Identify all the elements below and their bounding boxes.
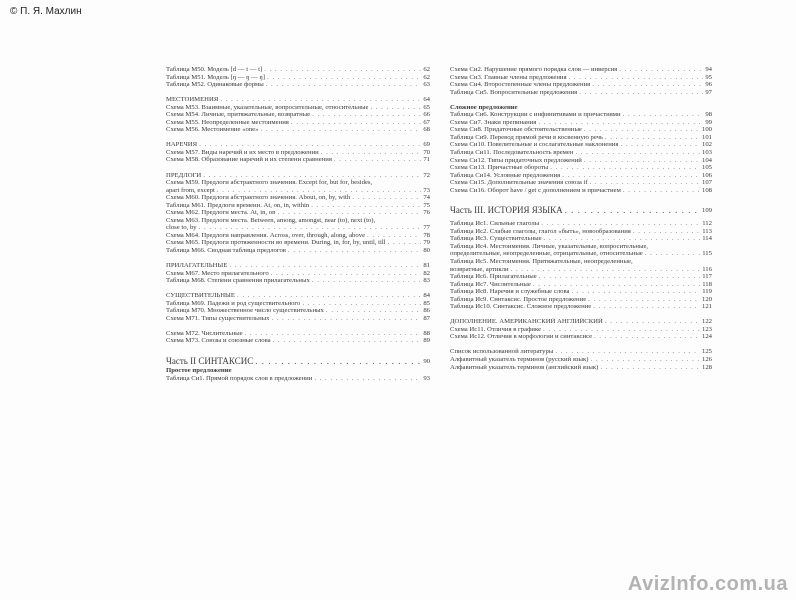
toc-entry[interactable]	[450, 281, 712, 289]
toc-entry-title: Сложное предложение	[450, 103, 518, 111]
toc-leader-dots	[326, 307, 421, 315]
toc-entry-title: Схема Си2. Нарушение прямого порядка слов — инверсия	[450, 66, 618, 73]
toc-page-number: 73	[423, 186, 430, 194]
toc-page-number: 98	[705, 111, 712, 119]
toc-entry-title: apart from, except	[166, 186, 215, 194]
toc-column-left	[166, 66, 430, 382]
toc-page-number: 87	[423, 314, 430, 322]
toc-leader-dots	[594, 333, 700, 341]
toc-page-number: 95	[705, 73, 712, 81]
toc-entry[interactable]	[166, 111, 430, 119]
toc-entry-title: МЕСТОИМЕНИЯ	[166, 96, 219, 104]
toc-page-number: 66	[423, 111, 430, 119]
toc-page-number: 93	[423, 374, 430, 382]
toc-entry[interactable]	[450, 288, 712, 296]
toc-entry[interactable]	[166, 300, 430, 308]
toc-leader-dots	[569, 74, 704, 82]
toc-entry-title: Таблица М52. Одинаковые формы	[166, 81, 264, 89]
toc-entry-title: Таблица Си6. Конструкции с инфинитивами и причастиями	[450, 111, 621, 119]
toc-leader-dots	[271, 270, 422, 278]
toc-page-number: 72	[423, 171, 430, 179]
toc-leader-dots	[370, 104, 421, 112]
toc-spacer	[166, 345, 430, 356]
toc-page-number: 69	[423, 141, 430, 149]
toc-leader-dots	[590, 179, 700, 187]
toc-entry[interactable]	[450, 157, 712, 165]
toc-page-number: 121	[701, 303, 712, 311]
toc-leader-dots	[623, 187, 700, 195]
toc-leader-dots	[264, 66, 421, 74]
toc-entry-title: Схема Си8. Придаточные обстоятельственные	[450, 126, 582, 134]
toc-entry-title: Таблица Ис8. Наречия и служебные слова	[450, 288, 570, 296]
toc-entry[interactable]	[450, 250, 712, 258]
toc-entry[interactable]	[450, 126, 712, 134]
toc-entry-title: Схема М63. Предлоги места. Between, among, amongst, near (to), next (to),	[166, 216, 376, 224]
toc-leader-dots	[543, 326, 700, 334]
toc-page-number: 76	[423, 209, 430, 217]
toc-entry-title: Схема М73. Союзы и союзные слова	[166, 337, 271, 345]
toc-entry-title: Таблица Ис3. Существительные	[450, 235, 542, 243]
toc-entry[interactable]	[166, 270, 430, 278]
toc-page-number: 79	[423, 239, 430, 247]
toc-page-number: 106	[701, 171, 712, 179]
toc-column-right	[450, 66, 712, 371]
toc-leader-dots	[539, 273, 701, 281]
toc-spacer	[450, 96, 712, 104]
toc-page-number: 94	[705, 66, 712, 73]
toc-leader-dots	[544, 235, 701, 243]
toc-entry-title: Таблица Ис2. Слабые глаголы, глагол «быть», новообразования	[450, 227, 631, 235]
toc-entry-title: Схема М71. Типы существительных	[166, 314, 270, 322]
toc-entry-title: Схема М67. Место прилагательного	[166, 269, 269, 277]
toc-entry[interactable]	[166, 367, 430, 375]
toc-entry-title: Схема М59. Предлоги абстрактного значения. Except for, but for, besides,	[166, 179, 373, 187]
toc-page-number: 83	[423, 277, 430, 285]
toc-leader-dots	[314, 375, 421, 383]
toc-leader-dots	[550, 164, 700, 172]
toc-page-number: 64	[423, 96, 430, 104]
toc-page-number: 103	[701, 148, 712, 156]
toc-entry[interactable]	[450, 74, 712, 82]
toc-entry[interactable]	[450, 81, 712, 89]
toc-entry-title: Простое предложение	[166, 366, 232, 374]
toc-entry[interactable]	[166, 74, 430, 82]
toc-entry-title: Схема М65. Предлоги протяженности во времени. During, in, for, by, until, till	[166, 239, 386, 247]
toc-entry[interactable]	[450, 111, 712, 119]
toc-leader-dots	[255, 356, 421, 367]
toc-leader-dots	[562, 172, 700, 180]
toc-entry-title: Схема Си13. Причастные обороты	[450, 164, 549, 172]
toc-entry[interactable]	[450, 303, 712, 311]
toc-entry[interactable]	[166, 126, 430, 134]
toc-entry-title: Алфавитный указатель терминов (русский язык)	[450, 356, 589, 363]
toc-entry-title: Схема М54. Личные, притяжательные, возвратные	[166, 111, 311, 119]
toc-entry-title: Таблица М69. Падежи и род существительного	[166, 299, 301, 307]
toc-leader-dots	[312, 111, 421, 119]
toc-entry[interactable]	[166, 172, 430, 180]
toc-page-number: 125	[701, 348, 712, 356]
toc-leader-dots	[334, 156, 421, 164]
toc-entry-title: Часть II СИНТАКСИС	[166, 355, 254, 366]
toc-page-number: 109	[701, 207, 712, 215]
toc-entry-title: возвратные, артикли	[450, 265, 509, 273]
toc-page-number: 67	[423, 118, 430, 126]
toc-leader-dots	[220, 96, 421, 104]
toc-entry[interactable]	[450, 220, 712, 228]
toc-entry[interactable]	[166, 119, 430, 127]
toc-spacer	[166, 164, 430, 172]
toc-entry[interactable]	[450, 318, 712, 326]
toc-entry-title: Таблица Ис4. Местоимения. Личные, указательные, вопросительные,	[450, 242, 649, 250]
toc-entry[interactable]	[450, 179, 712, 187]
toc-entry[interactable]	[450, 172, 712, 180]
toc-page-number: 120	[701, 295, 712, 303]
toc-entry-title: СУЩЕСТВИТЕЛЬНЫЕ	[166, 292, 235, 300]
toc-spacer	[166, 134, 430, 142]
toc-page-number: 128	[701, 363, 712, 371]
toc-page-number: 114	[702, 235, 712, 243]
toc-entry-title: Таблица Ис1. Сильные глаголы	[450, 220, 540, 228]
toc-entry-title: ДОПОЛНЕНИЕ. АМЕРИКАНСКИЙ АНГЛИЙСКИЙ	[450, 318, 603, 326]
toc-entry[interactable]	[166, 315, 430, 323]
toc-entry[interactable]	[166, 239, 430, 247]
toc-entry[interactable]	[166, 179, 430, 187]
toc-page-number: 63	[423, 81, 430, 89]
toc-spacer	[166, 255, 430, 263]
toc-leader-dots	[267, 74, 421, 82]
toc-leader-dots	[605, 134, 700, 142]
toc-entry-title: Схема М60. Предлоги абстрактного значения. About, on, by, with	[166, 194, 351, 202]
toc-page-number: 80	[423, 246, 430, 254]
toc-entry[interactable]	[166, 232, 430, 240]
toc-leader-dots	[237, 292, 421, 300]
toc-entry-title: Схема М58. Образование наречий и их степени сравнения	[166, 156, 332, 164]
toc-leader-dots	[199, 224, 422, 232]
toc-entry-title: Алфавитный указатель терминов (английский язык)	[450, 363, 599, 371]
toc-page-number: 115	[702, 250, 712, 258]
toc-entry[interactable]	[450, 228, 712, 236]
toc-entry[interactable]	[450, 356, 712, 364]
toc-page-number: 116	[702, 265, 712, 273]
toc-entry[interactable]	[450, 119, 712, 127]
toc-leader-dots	[645, 250, 700, 258]
toc-leader-dots	[635, 258, 710, 266]
toc-entry[interactable]	[166, 156, 430, 164]
toc-leader-dots	[619, 66, 703, 74]
toc-leader-dots	[605, 318, 700, 326]
toc-leader-dots	[579, 89, 703, 97]
toc-entry-title: Схема Си12. Типы придаточных предложений	[450, 156, 582, 164]
toc-entry-title: ПРИЛАГАТЕЛЬНЫЕ	[166, 262, 228, 270]
toc-leader-dots	[555, 348, 700, 356]
toc-page-number: 85	[423, 299, 430, 307]
toc-page-number: 89	[423, 337, 430, 345]
toc-entry-title: Список использованной литературы	[450, 348, 554, 356]
toc-leader-dots	[229, 262, 421, 270]
toc-leader-dots	[565, 205, 700, 216]
toc-entry[interactable]	[450, 364, 712, 372]
toc-leader-dots	[291, 119, 421, 127]
toc-entry[interactable]	[166, 209, 430, 217]
toc-page-number: 82	[423, 269, 430, 277]
toc-leader-dots	[321, 149, 422, 157]
toc-leader-dots	[588, 296, 700, 304]
toc-page-number: 62	[423, 66, 430, 73]
toc-entry-title: Схема Си16. Оборот have / get с дополнением и причастием	[450, 186, 621, 194]
toc-leader-dots	[352, 194, 421, 202]
watermark: AvizInfo.com.ua	[627, 573, 788, 595]
toc-page-number: 70	[423, 148, 430, 156]
toc-entry[interactable]	[166, 356, 430, 367]
toc-spacer	[450, 311, 712, 319]
toc-page-number: 84	[423, 292, 430, 300]
toc-entry[interactable]	[166, 337, 430, 345]
toc-page-number: 113	[702, 227, 712, 235]
toc-entry-title: определительные, неопределенные, отрицательные, относительные	[450, 250, 643, 258]
toc-entry[interactable]	[166, 141, 430, 149]
toc-page-number: 108	[701, 186, 712, 194]
toc-entry[interactable]	[166, 375, 430, 383]
toc-entry[interactable]	[166, 247, 430, 255]
toc-entry-title: Схема М62. Предлоги места. At, in, on	[166, 209, 276, 217]
toc-entry[interactable]	[166, 330, 430, 338]
toc-entry-title: Таблица Ис7. Числительные	[450, 280, 531, 288]
toc-entry[interactable]	[166, 96, 430, 104]
toc-entry[interactable]	[450, 149, 712, 157]
toc-page-number: 96	[705, 81, 712, 89]
toc-page-number: 71	[423, 156, 430, 164]
toc-entry[interactable]	[166, 149, 430, 157]
toc-page-number: 118	[702, 280, 712, 288]
toc-leader-dots	[374, 179, 428, 187]
toc-leader-dots	[533, 281, 700, 289]
toc-entry[interactable]	[450, 89, 712, 97]
toc-page-number: 78	[423, 231, 430, 239]
toc-page-number: 117	[702, 273, 712, 281]
toc-leader-dots	[584, 157, 700, 165]
toc-spacer	[166, 285, 430, 293]
toc-page-number: 74	[423, 194, 430, 202]
toc-entry-title: Схема Ис11. Отличия в графике	[450, 325, 542, 333]
toc-page-number: 75	[423, 201, 430, 209]
toc-entry[interactable]	[166, 66, 430, 74]
toc-spacer	[450, 341, 712, 349]
toc-entry[interactable]	[450, 187, 712, 195]
toc-page-number: 65	[423, 103, 430, 111]
toc-entry[interactable]	[166, 104, 430, 112]
toc-page-number: 122	[701, 318, 712, 326]
toc-leader-dots	[591, 356, 700, 364]
toc-page-number: 119	[702, 288, 712, 296]
toc-entry-title: Таблица М68. Степени сравнения прилагательных	[166, 277, 310, 285]
toc-entry-title: Таблица М50. Модель [d — t — t]	[166, 66, 263, 73]
toc-entry[interactable]	[450, 273, 712, 281]
toc-page-number: 124	[701, 333, 712, 341]
toc-leader-dots	[511, 266, 701, 274]
toc-leader-dots	[650, 243, 710, 251]
toc-entry-title: Схема М55. Неопределенные местоимения	[166, 118, 289, 126]
toc-entry[interactable]	[166, 224, 430, 232]
toc-entry[interactable]	[166, 292, 430, 300]
toc-entry-title: Таблица Си5. Вопросительные предложения	[450, 88, 578, 96]
toc-spacer	[166, 89, 430, 97]
toc-leader-dots	[575, 149, 700, 157]
toc-page-number: 99	[705, 118, 712, 126]
toc-entry-title: ПРЕДЛОГИ	[166, 171, 202, 179]
toc-leader-dots	[620, 141, 700, 149]
toc-leader-dots	[234, 367, 428, 375]
toc-spacer	[450, 194, 712, 205]
copyright-note: © П. Я. Махлин	[10, 6, 82, 17]
toc-entry[interactable]	[450, 348, 712, 356]
toc-entry[interactable]	[450, 258, 712, 266]
toc-page-number: 86	[423, 307, 430, 315]
toc-entry[interactable]	[450, 141, 712, 149]
toc-leader-dots	[266, 81, 422, 89]
toc-entry-title: Схема Си10. Повелительные и сослагательные наклонения	[450, 141, 619, 149]
toc-entry-title: Схема М57. Виды наречий и их место в предложении	[166, 148, 319, 156]
toc-leader-dots	[288, 247, 421, 255]
toc-entry[interactable]	[166, 307, 430, 315]
toc-leader-dots	[217, 187, 421, 195]
toc-entry[interactable]	[450, 164, 712, 172]
toc-leader-dots	[600, 364, 700, 372]
toc-page-number: 81	[423, 262, 430, 270]
toc-page-number: 104	[701, 156, 712, 164]
toc-entry-title: Таблица Си11. Последовательность времен	[450, 148, 574, 156]
toc-leader-dots	[312, 277, 422, 285]
toc-page-number: 90	[423, 357, 430, 365]
toc-entry-title: Таблица М70. Множественное число существительных	[166, 307, 324, 315]
toc-entry-title: Схема Си15. Дополнительные значения союза if	[450, 179, 588, 187]
toc-page-number: 62	[423, 73, 430, 81]
toc-entry-title: Схема М53. Взаимные, указательные, вопросительные, относительные	[166, 103, 369, 111]
toc-entry-title: Таблица Ис5. Местоимения. Притяжательные, неопределенные,	[450, 257, 633, 265]
toc-entry[interactable]	[166, 277, 430, 285]
toc-entry-title: Таблица М51. Модель [ŋ — ŋ — ŋ]	[166, 73, 266, 81]
toc-entry-title: Таблица Ис10. Синтаксис. Сложное предложение	[450, 303, 592, 311]
toc-entry[interactable]	[450, 104, 712, 112]
toc-leader-dots	[584, 126, 700, 134]
toc-entry-title: Таблица Си14. Условные предложения	[450, 171, 561, 179]
toc-leader-dots	[538, 119, 703, 127]
toc-entry-title: Схема Си7. Знаки препинания	[450, 118, 537, 126]
toc-entry[interactable]	[166, 81, 430, 89]
toc-entry-title: Таблица Си1. Прямой порядок слов в предложении	[166, 374, 313, 382]
toc-entry[interactable]	[450, 243, 712, 251]
toc-entry[interactable]	[166, 202, 430, 210]
toc-entry-title: Таблица Ис9. Синтаксис. Простое предложение	[450, 295, 587, 303]
toc-entry-title: Схема М56. Местоимение «one»	[166, 126, 259, 134]
toc-entry[interactable]	[450, 134, 712, 142]
toc-leader-dots	[271, 315, 421, 323]
toc-leader-dots	[203, 172, 421, 180]
toc-leader-dots	[367, 232, 421, 240]
toc-entry[interactable]	[166, 187, 430, 195]
toc-entry-title: Таблица М66. Сводная таблица предлогов	[166, 246, 286, 254]
toc-entry[interactable]	[450, 296, 712, 304]
toc-page-number: 112	[702, 220, 712, 228]
toc-leader-dots	[273, 337, 422, 345]
toc-spacer	[166, 322, 430, 330]
toc-leader-dots	[245, 330, 422, 338]
toc-leader-dots	[199, 141, 421, 149]
toc-entry[interactable]	[450, 266, 712, 274]
toc-page-number: 101	[701, 133, 712, 141]
toc-entry[interactable]	[450, 235, 712, 243]
toc-page-number: 102	[701, 141, 712, 149]
toc-leader-dots	[260, 126, 421, 134]
toc-entry[interactable]	[450, 333, 712, 341]
toc-entry-title: Схема Си4. Второстепенные члены предложения	[450, 81, 591, 89]
toc-page-number: 77	[423, 224, 430, 232]
toc-entry-title: close to, by	[166, 224, 197, 232]
toc-entry[interactable]	[166, 262, 430, 270]
toc-leader-dots	[520, 104, 710, 112]
toc-page-number: 107	[701, 179, 712, 187]
toc-entry[interactable]	[450, 326, 712, 334]
toc-leader-dots	[572, 288, 701, 296]
toc-leader-dots	[633, 228, 700, 236]
toc-leader-dots	[311, 202, 421, 210]
toc-leader-dots	[377, 217, 428, 225]
toc-page-number: 100	[701, 126, 712, 134]
toc-entry[interactable]	[450, 66, 712, 74]
toc-leader-dots	[623, 111, 704, 119]
toc-entry[interactable]	[450, 205, 712, 216]
toc-leader-dots	[592, 81, 703, 89]
toc-entry[interactable]	[166, 194, 430, 202]
toc-entry-title: Таблица Ис6. Прилагательные	[450, 273, 537, 281]
toc-entry-title: Схема М72. Числительные	[166, 329, 243, 337]
toc-page-number: 88	[423, 329, 430, 337]
toc-entry[interactable]	[166, 217, 430, 225]
toc-entry-title: Схема М64. Предлоги направления. Across, over, through, along, above	[166, 231, 366, 239]
toc-entry-title: Схема Си3. Главные члены предложения	[450, 73, 567, 81]
toc-entry-title: Часть III. ИСТОРИЯ ЯЗЫКА	[450, 205, 563, 216]
toc-page-number: 123	[701, 325, 712, 333]
toc-entry-title: НАРЕЧИЯ	[166, 141, 198, 149]
toc-leader-dots	[277, 209, 421, 217]
toc-entry-title: Схема Ис12. Отличия в морфологии и синтаксисе	[450, 333, 593, 341]
toc-leader-dots	[541, 220, 700, 228]
toc-entry-title: Таблица Си9. Перевод прямой речи в косвенную речь	[450, 133, 604, 141]
toc-page-number: 68	[423, 126, 430, 134]
toc-leader-dots	[388, 239, 422, 247]
toc-page-number: 97	[705, 88, 712, 96]
toc-page-number: 126	[701, 356, 712, 363]
toc-entry-title: Таблица М61. Предлоги времени. At, on, in, within	[166, 201, 310, 209]
toc-leader-dots	[302, 300, 421, 308]
toc-page-number: 105	[701, 164, 712, 172]
toc-leader-dots	[593, 303, 700, 311]
